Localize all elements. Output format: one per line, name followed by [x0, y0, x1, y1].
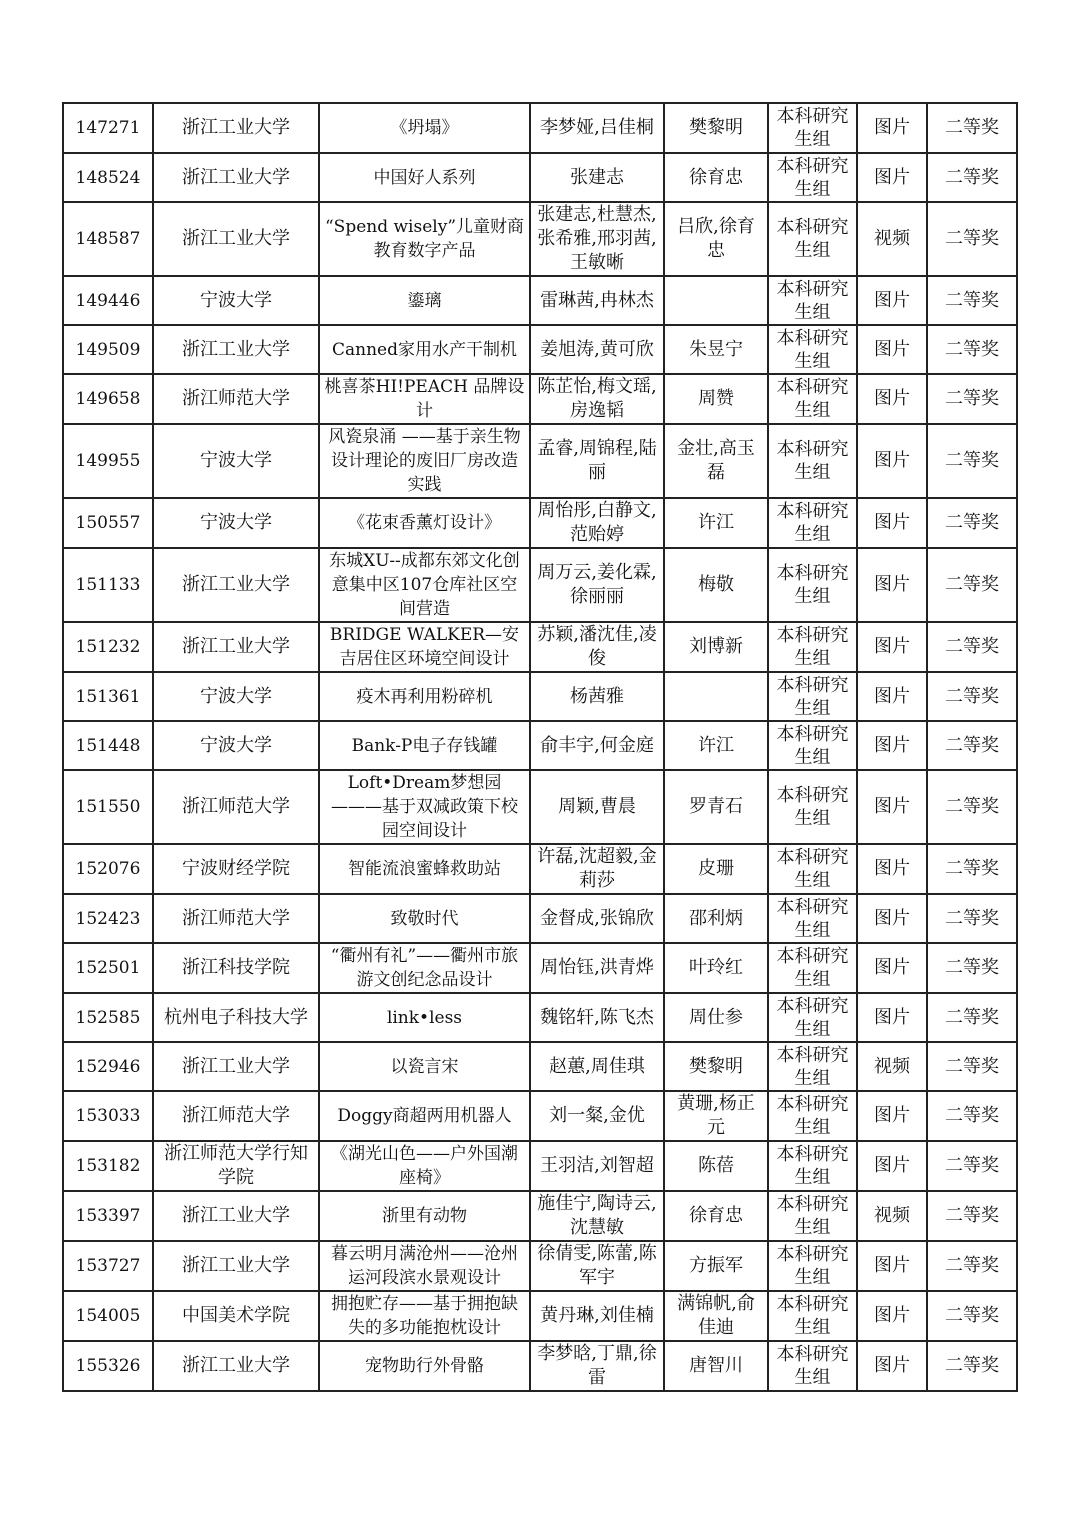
cell-school: 宁波大学 — [153, 424, 319, 498]
cell-authors: 俞丰宇,何金庭 — [530, 721, 664, 770]
cell-group: 本科研究生组 — [768, 374, 857, 424]
cell-advisor: 陈蓓 — [664, 1141, 768, 1191]
cell-advisor: 吕欣,徐育忠 — [664, 202, 768, 276]
cell-authors: 周万云,姜化霖,徐丽丽 — [530, 548, 664, 622]
cell-school: 宁波大学 — [153, 721, 319, 770]
cell-group: 本科研究生组 — [768, 721, 857, 770]
cell-authors: 张建志 — [530, 153, 664, 202]
table-row — [63, 424, 1017, 498]
cell-id: 152501 — [63, 943, 153, 993]
cell-award: 二等奖 — [927, 548, 1017, 622]
cell-advisor: 朱昱宁 — [664, 325, 768, 374]
cell-id: 153727 — [63, 1241, 153, 1291]
cell-advisor: 皮珊 — [664, 844, 768, 894]
cell-type: 图片 — [857, 276, 927, 325]
cell-id: 149446 — [63, 276, 153, 325]
cell-school: 浙江工业大学 — [153, 622, 319, 672]
cell-award: 二等奖 — [927, 325, 1017, 374]
cell-title: 中国好人系列 — [319, 153, 530, 202]
cell-advisor: 许江 — [664, 498, 768, 548]
cell-group: 本科研究生组 — [768, 1141, 857, 1191]
cell-advisor: 叶玲红 — [664, 943, 768, 993]
cell-id: 149955 — [63, 424, 153, 498]
cell-authors: 张建志,杜慧杰,张希雅,邢羽茜,王敏晰 — [530, 202, 664, 276]
cell-id: 151550 — [63, 770, 153, 844]
cell-school: 宁波大学 — [153, 276, 319, 325]
table-row — [63, 1291, 1017, 1341]
table-row — [63, 276, 1017, 325]
cell-authors: 王羽洁,刘智超 — [530, 1141, 664, 1191]
cell-advisor: 樊黎明 — [664, 1042, 768, 1091]
table-row — [63, 770, 1017, 844]
cell-award: 二等奖 — [927, 1141, 1017, 1191]
cell-authors: 李梦娅,吕佳桐 — [530, 103, 664, 153]
cell-id: 153397 — [63, 1191, 153, 1241]
cell-group: 本科研究生组 — [768, 993, 857, 1042]
cell-advisor: 梅敬 — [664, 548, 768, 622]
cell-authors: 孟睿,周锦程,陆丽 — [530, 424, 664, 498]
table-body — [63, 103, 1017, 1391]
table-row — [63, 1091, 1017, 1141]
cell-advisor: 樊黎明 — [664, 103, 768, 153]
cell-id: 152946 — [63, 1042, 153, 1091]
cell-authors: 李梦晗,丁鼎,徐雷 — [530, 1341, 664, 1391]
cell-school: 浙江工业大学 — [153, 202, 319, 276]
cell-advisor: 黄珊,杨正元 — [664, 1091, 768, 1141]
table-row — [63, 672, 1017, 721]
cell-award: 二等奖 — [927, 1042, 1017, 1091]
cell-group: 本科研究生组 — [768, 1241, 857, 1291]
cell-title: Bank-P电子存钱罐 — [319, 721, 530, 770]
cell-award: 二等奖 — [927, 993, 1017, 1042]
cell-award: 二等奖 — [927, 202, 1017, 276]
cell-type: 图片 — [857, 548, 927, 622]
cell-type: 图片 — [857, 943, 927, 993]
cell-type: 视频 — [857, 1042, 927, 1091]
table-row — [63, 1241, 1017, 1291]
cell-advisor: 方振军 — [664, 1241, 768, 1291]
table-row — [63, 1141, 1017, 1191]
cell-id: 149509 — [63, 325, 153, 374]
cell-title: 致敬时代 — [319, 894, 530, 943]
cell-title: 暮云明月满沧州——沧州运河段滨水景观设计 — [319, 1241, 530, 1291]
cell-id: 151361 — [63, 672, 153, 721]
cell-group: 本科研究生组 — [768, 498, 857, 548]
cell-award: 二等奖 — [927, 943, 1017, 993]
cell-group: 本科研究生组 — [768, 276, 857, 325]
cell-group: 本科研究生组 — [768, 1042, 857, 1091]
table-row — [63, 374, 1017, 424]
table-row — [63, 943, 1017, 993]
cell-authors: 施佳宁,陶诗云,沈慧敏 — [530, 1191, 664, 1241]
table-row — [63, 153, 1017, 202]
cell-type: 图片 — [857, 325, 927, 374]
cell-id: 148524 — [63, 153, 153, 202]
cell-award: 二等奖 — [927, 1341, 1017, 1391]
table-row — [63, 498, 1017, 548]
cell-school: 浙江师范大学 — [153, 374, 319, 424]
cell-award: 二等奖 — [927, 622, 1017, 672]
cell-type: 图片 — [857, 103, 927, 153]
cell-school: 浙江科技学院 — [153, 943, 319, 993]
cell-authors: 徐倩雯,陈蕾,陈军宇 — [530, 1241, 664, 1291]
cell-award: 二等奖 — [927, 498, 1017, 548]
cell-authors: 许磊,沈超毅,金莉莎 — [530, 844, 664, 894]
cell-title: Loft•Dream梦想园———基于双减政策下校园空间设计 — [319, 770, 530, 844]
cell-school: 浙江师范大学 — [153, 1091, 319, 1141]
cell-type: 图片 — [857, 993, 927, 1042]
cell-school: 浙江工业大学 — [153, 1191, 319, 1241]
table-row — [63, 894, 1017, 943]
cell-type: 图片 — [857, 1291, 927, 1341]
cell-type: 图片 — [857, 770, 927, 844]
cell-group: 本科研究生组 — [768, 622, 857, 672]
cell-id: 152076 — [63, 844, 153, 894]
cell-type: 图片 — [857, 374, 927, 424]
cell-award: 二等奖 — [927, 1291, 1017, 1341]
cell-award: 二等奖 — [927, 721, 1017, 770]
cell-title: “衢州有礼”——衢州市旅游文创纪念品设计 — [319, 943, 530, 993]
cell-type: 图片 — [857, 844, 927, 894]
cell-type: 图片 — [857, 622, 927, 672]
cell-advisor: 许江 — [664, 721, 768, 770]
cell-authors: 周怡钰,洪青烨 — [530, 943, 664, 993]
cell-school: 浙江师范大学 — [153, 894, 319, 943]
cell-authors: 黄丹琳,刘佳楠 — [530, 1291, 664, 1341]
cell-advisor — [664, 276, 768, 325]
cell-title: 浙里有动物 — [319, 1191, 530, 1241]
table-row — [63, 103, 1017, 153]
cell-id: 152423 — [63, 894, 153, 943]
cell-advisor: 金壮,高玉磊 — [664, 424, 768, 498]
cell-group: 本科研究生组 — [768, 1191, 857, 1241]
cell-advisor: 罗青石 — [664, 770, 768, 844]
cell-school: 浙江工业大学 — [153, 1241, 319, 1291]
cell-title: 桃喜茶HI!PEACH 品牌设计 — [319, 374, 530, 424]
cell-group: 本科研究生组 — [768, 153, 857, 202]
cell-id: 151232 — [63, 622, 153, 672]
table-row — [63, 1042, 1017, 1091]
cell-type: 图片 — [857, 672, 927, 721]
cell-award: 二等奖 — [927, 276, 1017, 325]
cell-group: 本科研究生组 — [768, 202, 857, 276]
cell-title: 智能流浪蜜蜂救助站 — [319, 844, 530, 894]
cell-school: 宁波大学 — [153, 498, 319, 548]
cell-group: 本科研究生组 — [768, 1291, 857, 1341]
cell-id: 152585 — [63, 993, 153, 1042]
cell-id: 151448 — [63, 721, 153, 770]
cell-award: 二等奖 — [927, 894, 1017, 943]
cell-authors: 雷琳茜,冉林杰 — [530, 276, 664, 325]
table-row — [63, 721, 1017, 770]
cell-award: 二等奖 — [927, 153, 1017, 202]
cell-type: 视频 — [857, 202, 927, 276]
cell-type: 视频 — [857, 1191, 927, 1241]
cell-school: 宁波财经学院 — [153, 844, 319, 894]
cell-type: 图片 — [857, 424, 927, 498]
cell-group: 本科研究生组 — [768, 844, 857, 894]
cell-title: “Spend wisely”儿童财商教育数字产品 — [319, 202, 530, 276]
cell-title: 拥抱贮存——基于拥抱缺失的多功能抱枕设计 — [319, 1291, 530, 1341]
cell-advisor: 满锦帆,俞佳迪 — [664, 1291, 768, 1341]
cell-school: 中国美术学院 — [153, 1291, 319, 1341]
cell-authors: 金督成,张锦欣 — [530, 894, 664, 943]
cell-title: 宠物助行外骨骼 — [319, 1341, 530, 1391]
cell-id: 149658 — [63, 374, 153, 424]
cell-advisor: 邵利炳 — [664, 894, 768, 943]
cell-award: 二等奖 — [927, 424, 1017, 498]
cell-type: 图片 — [857, 153, 927, 202]
cell-title: Doggy商超两用机器人 — [319, 1091, 530, 1141]
cell-award: 二等奖 — [927, 1091, 1017, 1141]
cell-authors: 苏颖,潘沈佳,凌俊 — [530, 622, 664, 672]
cell-school: 浙江工业大学 — [153, 1341, 319, 1391]
cell-authors: 周怡彤,白静文,范贻婷 — [530, 498, 664, 548]
cell-school: 浙江工业大学 — [153, 153, 319, 202]
cell-type: 图片 — [857, 1141, 927, 1191]
cell-award: 二等奖 — [927, 672, 1017, 721]
cell-group: 本科研究生组 — [768, 672, 857, 721]
cell-title: link•less — [319, 993, 530, 1042]
table-row — [63, 993, 1017, 1042]
cell-advisor: 周仕参 — [664, 993, 768, 1042]
cell-id: 150557 — [63, 498, 153, 548]
cell-school: 浙江工业大学 — [153, 1042, 319, 1091]
table-row — [63, 325, 1017, 374]
table-row — [63, 844, 1017, 894]
cell-title: 以瓷言宋 — [319, 1042, 530, 1091]
cell-type: 图片 — [857, 498, 927, 548]
cell-id: 148587 — [63, 202, 153, 276]
cell-group: 本科研究生组 — [768, 325, 857, 374]
table-row — [63, 622, 1017, 672]
cell-id: 154005 — [63, 1291, 153, 1341]
cell-group: 本科研究生组 — [768, 770, 857, 844]
cell-group: 本科研究生组 — [768, 424, 857, 498]
cell-award: 二等奖 — [927, 770, 1017, 844]
cell-group: 本科研究生组 — [768, 548, 857, 622]
table-row — [63, 1191, 1017, 1241]
cell-title: 东城XU--成都东郊文化创意集中区107仓库社区空间营造 — [319, 548, 530, 622]
cell-award: 二等奖 — [927, 374, 1017, 424]
cell-title: 《湖光山色——户外国潮座椅》 — [319, 1141, 530, 1191]
cell-title: 风瓷泉涌 ——基于亲生物设计理论的废旧厂房改造实践 — [319, 424, 530, 498]
cell-authors: 赵蕙,周佳琪 — [530, 1042, 664, 1091]
cell-type: 图片 — [857, 1341, 927, 1391]
cell-group: 本科研究生组 — [768, 1341, 857, 1391]
cell-school: 浙江师范大学行知学院 — [153, 1141, 319, 1191]
cell-group: 本科研究生组 — [768, 1091, 857, 1141]
cell-type: 图片 — [857, 894, 927, 943]
cell-award: 二等奖 — [927, 1241, 1017, 1291]
cell-authors: 陈芷怡,梅文瑶,房逸韬 — [530, 374, 664, 424]
cell-title: 鎏璃 — [319, 276, 530, 325]
cell-id: 153182 — [63, 1141, 153, 1191]
cell-authors: 姜旭涛,黄可欣 — [530, 325, 664, 374]
cell-award: 二等奖 — [927, 1191, 1017, 1241]
cell-school: 浙江师范大学 — [153, 770, 319, 844]
cell-advisor: 刘博新 — [664, 622, 768, 672]
cell-authors: 魏铭轩,陈飞杰 — [530, 993, 664, 1042]
cell-school: 浙江工业大学 — [153, 325, 319, 374]
cell-school: 杭州电子科技大学 — [153, 993, 319, 1042]
cell-advisor — [664, 672, 768, 721]
cell-type: 图片 — [857, 1241, 927, 1291]
cell-type: 图片 — [857, 721, 927, 770]
cell-group: 本科研究生组 — [768, 894, 857, 943]
cell-advisor: 周赞 — [664, 374, 768, 424]
cell-authors: 周颖,曹晨 — [530, 770, 664, 844]
award-table — [62, 102, 1018, 1392]
cell-title: Canned家用水产干制机 — [319, 325, 530, 374]
table-row — [63, 1341, 1017, 1391]
table-row — [63, 548, 1017, 622]
cell-authors: 杨茜雅 — [530, 672, 664, 721]
cell-authors: 刘一粲,金优 — [530, 1091, 664, 1141]
cell-id: 147271 — [63, 103, 153, 153]
cell-title: 《坍塌》 — [319, 103, 530, 153]
cell-title: BRIDGE WALKER—安吉居住区环境空间设计 — [319, 622, 530, 672]
cell-school: 浙江工业大学 — [153, 548, 319, 622]
cell-school: 宁波大学 — [153, 672, 319, 721]
cell-advisor: 徐育忠 — [664, 1191, 768, 1241]
cell-title: 疫木再利用粉碎机 — [319, 672, 530, 721]
cell-group: 本科研究生组 — [768, 103, 857, 153]
cell-type: 图片 — [857, 1091, 927, 1141]
table-row — [63, 202, 1017, 276]
cell-id: 155326 — [63, 1341, 153, 1391]
cell-advisor: 唐智川 — [664, 1341, 768, 1391]
cell-award: 二等奖 — [927, 103, 1017, 153]
cell-advisor: 徐育忠 — [664, 153, 768, 202]
cell-id: 153033 — [63, 1091, 153, 1141]
cell-group: 本科研究生组 — [768, 943, 857, 993]
cell-title: 《花束香薰灯设计》 — [319, 498, 530, 548]
cell-award: 二等奖 — [927, 844, 1017, 894]
cell-school: 浙江工业大学 — [153, 103, 319, 153]
cell-id: 151133 — [63, 548, 153, 622]
